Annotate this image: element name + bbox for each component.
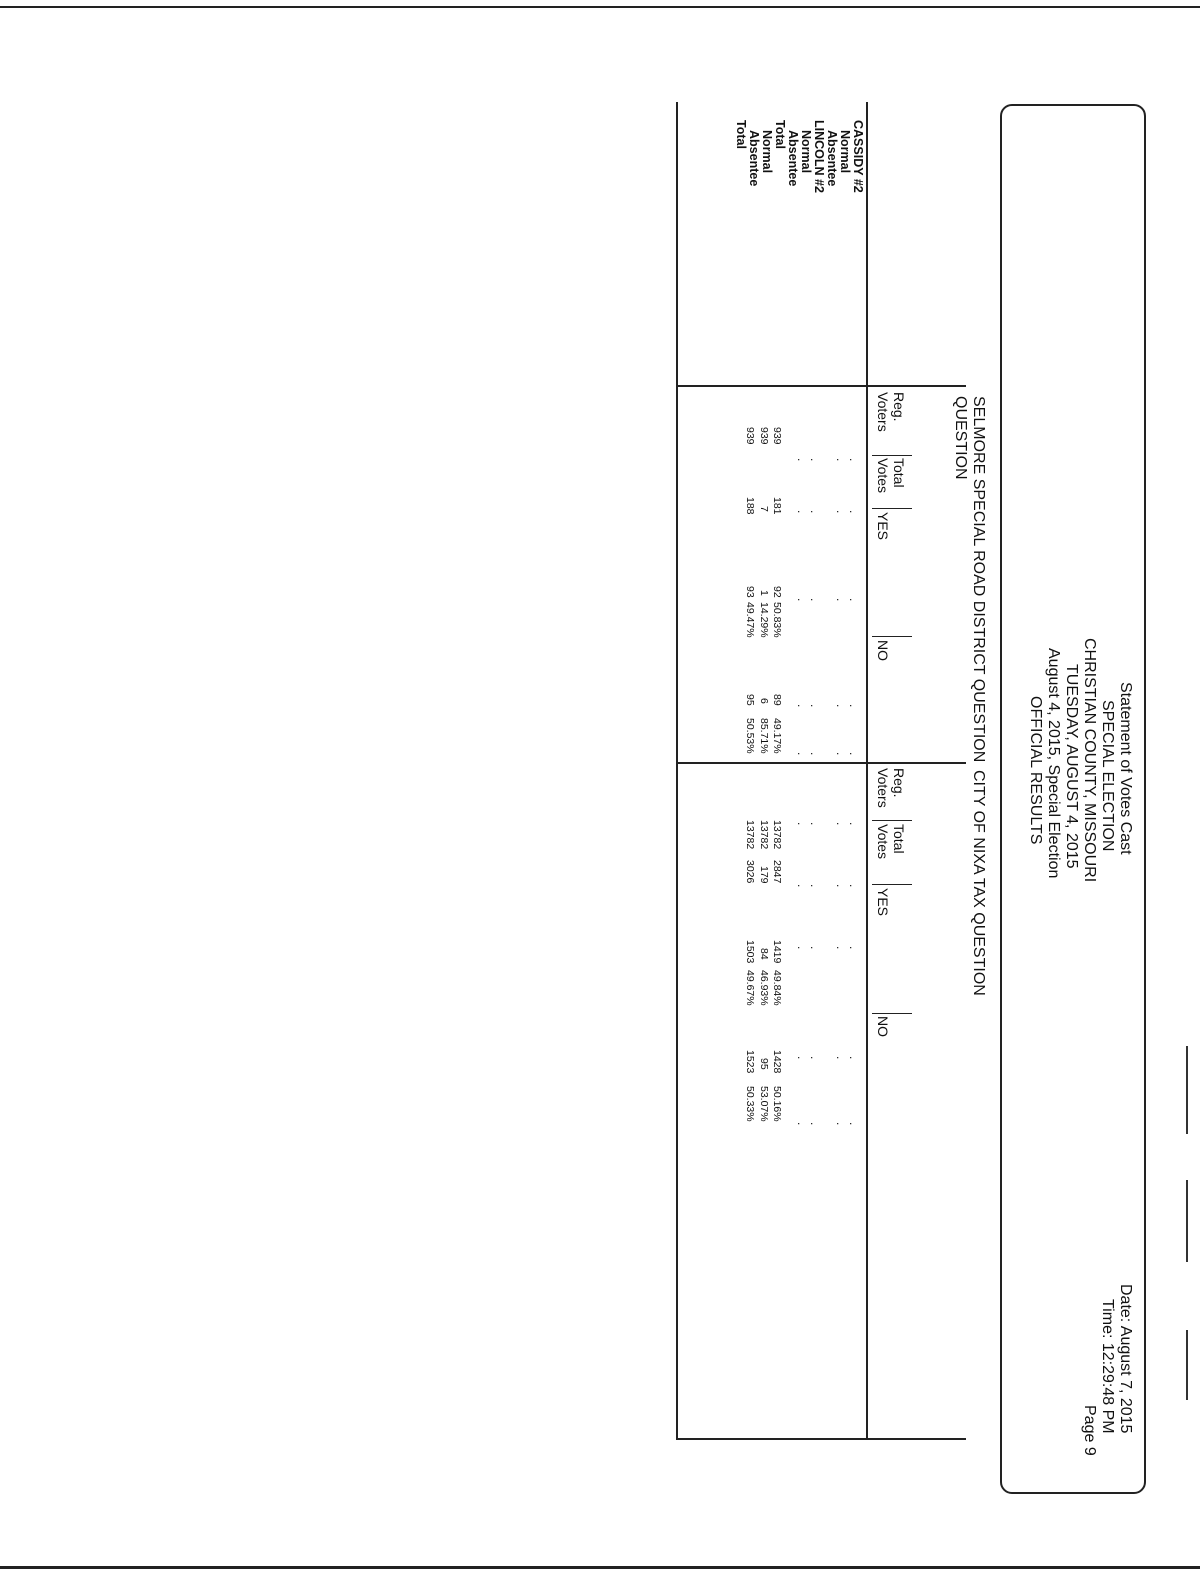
contest-title-line2: QUESTION (952, 396, 969, 480)
empty-cell-dot: . (795, 1122, 809, 1126)
cell-reg: 13782 (771, 820, 783, 850)
empty-cell-dot: . (834, 510, 848, 514)
cell-yes: 84 (758, 948, 770, 960)
report-title-line: OFFICIAL RESULTS (1027, 696, 1044, 845)
column-header-no: NO (875, 640, 891, 661)
column-tick (872, 636, 912, 637)
empty-cell-dot: . (834, 1122, 848, 1126)
empty-cell-dot: . (795, 822, 809, 826)
cell-yes-pct: 14.29% (758, 602, 770, 638)
cell-reg: 13782 (744, 820, 756, 850)
cell-no: 1428 (771, 1050, 783, 1074)
empty-cell-dot: . (808, 598, 822, 602)
empty-cell-dot: . (808, 752, 822, 756)
page-number: Page 9 (1081, 1405, 1098, 1456)
empty-cell-dot: . (795, 884, 809, 888)
cell-yes: 1419 (771, 940, 783, 964)
empty-cell-dot: . (808, 822, 822, 826)
cell-no-pct: 53.07% (758, 1086, 770, 1122)
row-label-precinct: CASSIDY #2 (851, 120, 865, 193)
cell-yes-pct: 49.67% (744, 970, 756, 1006)
column-tick (872, 508, 912, 509)
column-header-reg: Reg. (891, 768, 907, 798)
column-tick (872, 1013, 912, 1014)
cell-reg: 939 (744, 427, 756, 445)
column-header-reg: Voters (875, 768, 891, 808)
cell-yes-pct: 46.93% (758, 970, 770, 1006)
empty-cell-dot: . (834, 946, 848, 950)
empty-cell-dot: . (847, 884, 861, 888)
empty-cell-dot: . (795, 598, 809, 602)
cell-no-pct: 50.53% (744, 718, 756, 754)
cell-no: 89 (771, 694, 783, 706)
column-header-total: Total (891, 824, 907, 854)
report-title-line: CHRISTIAN COUNTY, MISSOURI (1081, 638, 1098, 883)
cell-reg: 939 (758, 427, 770, 445)
empty-cell-dot: . (795, 510, 809, 514)
column-header-reg: Voters (875, 392, 891, 432)
empty-cell-dot: . (847, 704, 861, 708)
empty-cell-dot: . (808, 704, 822, 708)
empty-cell-dot: . (808, 1122, 822, 1126)
report-title-line: August 4, 2015, Special Election (1045, 648, 1062, 879)
row-label: Normal (838, 130, 852, 174)
cell-reg: 939 (771, 427, 783, 445)
empty-cell-dot: . (795, 458, 809, 462)
cell-no-pct: 49.17% (771, 718, 783, 754)
row-label-precinct: LINCOLN #2 (812, 120, 826, 193)
row-label: Normal (760, 130, 774, 174)
empty-cell-dot: . (795, 946, 809, 950)
column-header-yes: YES (875, 888, 891, 917)
empty-cell-dot: . (834, 704, 848, 708)
empty-cell-dot: . (847, 752, 861, 756)
cell-total: 3026 (744, 860, 756, 884)
cell-yes-pct: 50.83% (771, 602, 783, 638)
empty-cell-dot: . (795, 704, 809, 708)
table-header-rule (866, 102, 868, 1440)
table-end-rule (676, 1438, 966, 1440)
cell-no-pct: 50.16% (771, 1086, 783, 1122)
cell-total: 2847 (771, 860, 783, 884)
report-date: Date: August 7, 2015 (1117, 1284, 1134, 1434)
column-tick (872, 884, 912, 885)
cell-total: 7 (758, 506, 770, 512)
empty-cell-dot: . (847, 1122, 861, 1126)
cell-reg: 13782 (758, 820, 770, 850)
empty-cell-dot: . (795, 1056, 809, 1060)
row-label: Total (734, 120, 748, 149)
cell-yes: 1503 (744, 940, 756, 964)
contest-divider (676, 762, 966, 764)
cell-no-pct: 50.33% (744, 1086, 756, 1122)
contest-divider (676, 385, 966, 387)
column-header-no: NO (875, 1016, 891, 1037)
row-label: Absentee (747, 130, 761, 187)
cell-yes-pct: 49.47% (744, 602, 756, 638)
contest-title: CITY OF NIXA TAX QUESTION (970, 770, 987, 996)
scan-top-edge (0, 6, 1200, 8)
contest-title: SELMORE SPECIAL ROAD DISTRICT QUESTION (970, 396, 987, 763)
table-bottom-rule (676, 102, 678, 1440)
empty-cell-dot: . (847, 822, 861, 826)
cell-no: 6 (758, 698, 770, 704)
empty-cell-dot: . (795, 752, 809, 756)
empty-cell-dot: . (834, 884, 848, 888)
empty-cell-dot: . (834, 598, 848, 602)
cell-no: 95 (744, 694, 756, 706)
empty-cell-dot: . (808, 458, 822, 462)
row-label: Absentee (825, 130, 839, 187)
scan-edge-mark (1186, 1046, 1188, 1134)
row-label: Total (773, 120, 787, 149)
empty-cell-dot: . (808, 884, 822, 888)
empty-cell-dot: . (808, 510, 822, 514)
cell-no: 1523 (744, 1050, 756, 1074)
column-tick (872, 455, 912, 456)
column-header-total: Votes (875, 458, 891, 494)
column-header-yes: YES (875, 512, 891, 541)
cell-total: 179 (758, 866, 770, 884)
empty-cell-dot: . (808, 946, 822, 950)
report-title-line: SPECIAL ELECTION (1099, 700, 1116, 852)
empty-cell-dot: . (834, 458, 848, 462)
row-label: Absentee (786, 130, 800, 187)
empty-cell-dot: . (808, 1056, 822, 1060)
cell-yes: 93 (744, 586, 756, 598)
empty-cell-dot: . (847, 946, 861, 950)
empty-cell-dot: . (847, 458, 861, 462)
report-title: Statement of Votes Cast (1117, 682, 1134, 855)
report-time: Time: 12:29:48 PM (1099, 1299, 1116, 1434)
empty-cell-dot: . (847, 598, 861, 602)
column-header-reg: Reg. (891, 392, 907, 422)
cell-total: 188 (744, 497, 756, 515)
cell-no-pct: 85.71% (758, 718, 770, 754)
empty-cell-dot: . (847, 1056, 861, 1060)
row-label: Normal (799, 130, 813, 174)
cell-yes: 92 (771, 586, 783, 598)
cell-yes: 1 (758, 590, 770, 596)
cell-no: 95 (758, 1058, 770, 1070)
empty-cell-dot: . (834, 1056, 848, 1060)
column-tick (872, 820, 912, 821)
scan-edge-mark (1186, 1180, 1188, 1262)
cell-yes-pct: 49.84% (771, 970, 783, 1006)
scan-edge-mark (1186, 1330, 1188, 1400)
cell-total: 181 (771, 497, 783, 515)
empty-cell-dot: . (834, 752, 848, 756)
column-header-total: Votes (875, 824, 891, 860)
empty-cell-dot: . (834, 822, 848, 826)
scan-bottom-edge (0, 1566, 1200, 1569)
empty-cell-dot: . (847, 510, 861, 514)
report-title-line: TUESDAY, AUGUST 4, 2015 (1063, 664, 1080, 869)
column-header-total: Total (891, 458, 907, 488)
